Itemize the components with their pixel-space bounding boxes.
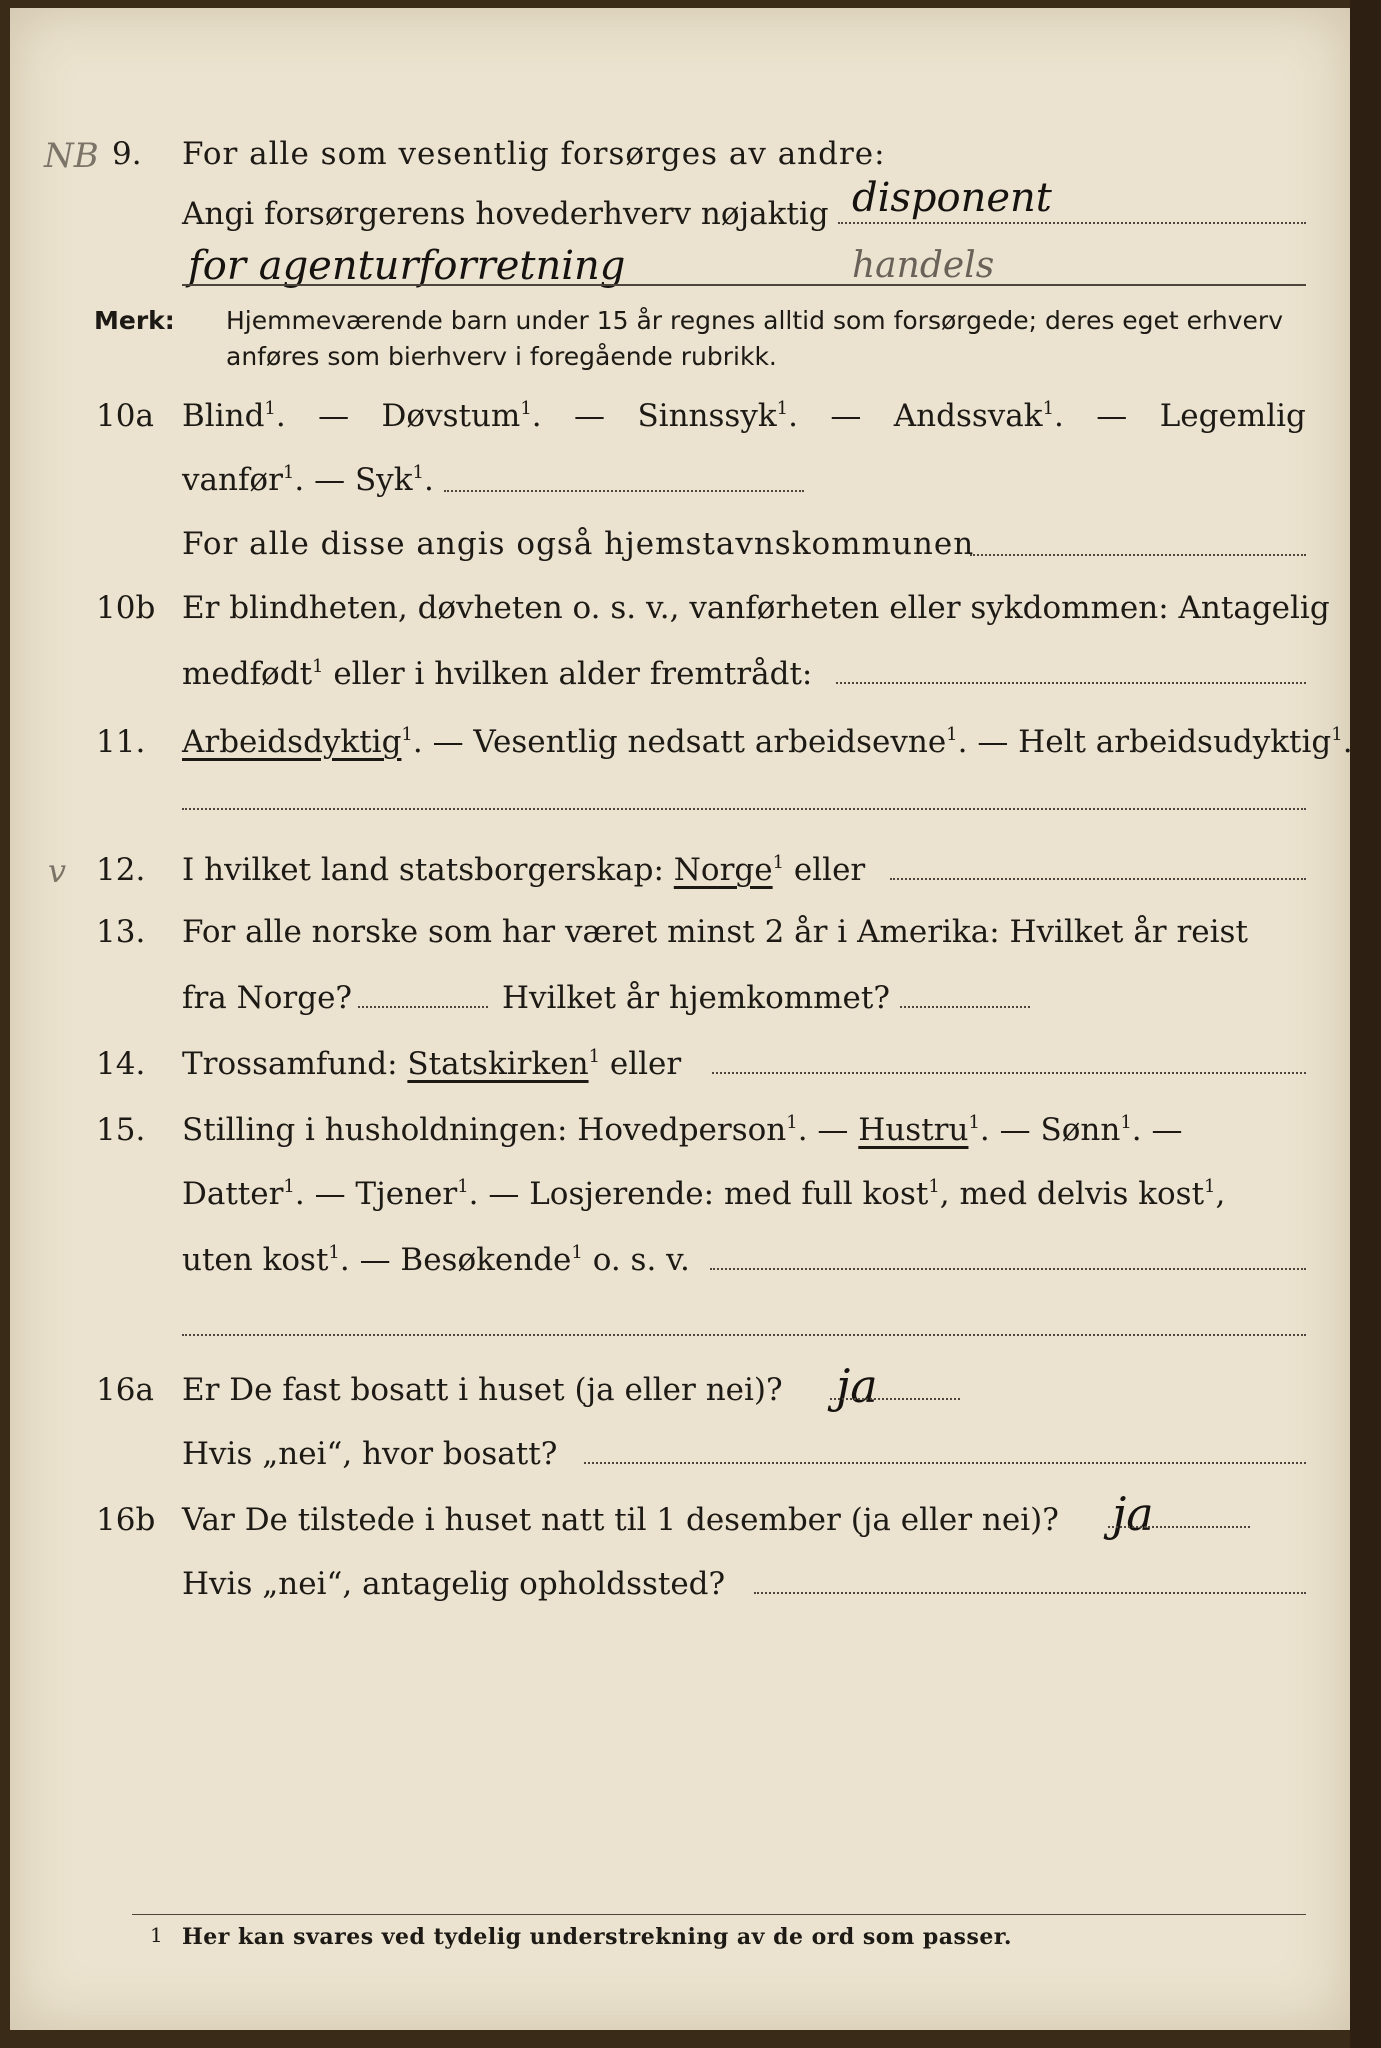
q16a-answer-line [830,1398,960,1400]
q10a-line2: vanfør$^1$. — Syk$^1$. [182,462,434,498]
q16b-answer-line [1108,1526,1250,1528]
margin-mark-v: v [48,852,67,890]
q15-line3: uten kost$^1$. — Besøkende$^1$ o. s. v. [182,1242,690,1278]
option-sinnssyk: Sinnssyk [637,398,777,434]
q12-answer-line [890,878,1306,880]
q10b-number: 10b [96,590,156,626]
option-vanfor: vanfør [182,462,283,498]
q13-line1: For alle norske som har været minst 2 år i Amerika: Hvilket år reist [182,914,1248,950]
q10a-line3: For alle disse angis også hjemstavnskommunen [182,526,975,562]
footnote-rule [132,1914,1306,1915]
q13-line2b: Hvilket år hjemkommet? [502,980,890,1016]
q12-line: I hvilket land statsborgerskap: Norge$^1$ eller [182,852,866,888]
merk-line2: anføres som bierhverv i foregående rubrikk. [226,342,777,371]
q11-number: 11. [96,724,146,760]
option-arbeidsdyktig-underlined: Arbeidsdyktig [182,724,402,760]
q14-line: Trossamfund: Statskirken$^1$ eller [182,1046,682,1082]
margin-mark-nb: NB [44,136,99,176]
q16b-opholdssted-line [754,1592,1306,1594]
q16a-handwritten-answer: ja [836,1359,878,1413]
option-hustru-underlined: Hustru [858,1112,969,1148]
q14-answer-line [712,1072,1306,1074]
q16b-line1: Var De tilstede i huset natt til 1 desember (ja eller nei)? [182,1502,1059,1538]
q11-line1: Arbeidsdyktig$^1$. — Vesentlig nedsatt arbeidsevne$^1$. — Helt arbeidsudyktig$^1$. [182,724,1353,760]
footnote-text: Her kan svares ved tydelig understrekning av de ord som passer. [182,1924,1013,1950]
q16b-line2: Hvis „nei“, antagelig opholdssted? [182,1566,726,1602]
q9-handwritten-employer: for agenturforretning [188,243,626,289]
option-syk: Syk [354,462,413,498]
q15-number: 15. [96,1112,146,1148]
q10a-kommune-line [970,554,1306,556]
q9-answer-line-2 [182,284,1306,286]
q16a-line2: Hvis „nei“, hvor bosatt? [182,1436,558,1472]
q15-answer-line-2 [182,1334,1306,1336]
q9-text: For alle som vesentlig forsørges av andre: [182,136,886,172]
footnote-number: 1 [150,1923,163,1947]
q10a-line1: Blind$^1$. — Døvstum$^1$. — Sinnssyk$^1$. — Andssvak$^1$. — Legemlig [182,398,1306,434]
q16a-bosatt-line [584,1462,1306,1464]
q10b-answer-line [836,682,1306,684]
census-form-page [10,8,1353,2030]
q10b-line2: medfødt$^1$ eller i hvilken alder fremtrådt: [182,656,813,692]
q11-answer-line [182,808,1306,810]
q13-number: 13. [96,914,146,950]
q16b-handwritten-answer: ja [1112,1487,1154,1541]
q16b-number: 16b [96,1502,156,1538]
option-andssvak: Andssvak [893,398,1043,434]
merk-line1: Hjemmeværende barn under 15 år regnes alltid som forsørgede; deres eget erhverv [226,306,1283,335]
q16a-line1: Er De fast bosatt i huset (ja eller nei)? [182,1372,783,1408]
q14-number: 14. [96,1046,146,1082]
q9-handwritten-trade: handels [852,245,995,286]
q13-line2a: fra Norge? [182,980,353,1016]
q10a-number: 10a [96,398,154,434]
q15-answer-line [710,1268,1306,1270]
option-statskirken-underlined: Statskirken [407,1046,589,1082]
option-norge-underlined: Norge [673,852,773,888]
q10b-line1: Er blindheten, døvheten o. s. v., vanførheten eller sykdommen: Antagelig [182,590,1330,626]
q10a-syk-line [444,490,804,492]
q15-line1: Stilling i husholdningen: Hovedperson$^1$. — Hustru$^1$. — Sønn$^1$. — [182,1112,1183,1148]
q12-number: 12. [96,852,146,888]
q9-number: 9. [112,136,142,172]
q13-hjemkommet-line [900,1006,1030,1008]
merk-label: Merk: [94,306,175,335]
option-dovstum: Døvstum [381,398,521,434]
scan-edge [1350,0,1381,2048]
option-legemlig: Legemlig [1159,398,1306,434]
option-blind: Blind [182,398,265,434]
q9-handwritten-occupation: disponent [852,175,1052,221]
q16a-number: 16a [96,1372,154,1408]
q15-line2: Datter$^1$. — Tjener$^1$. — Losjerende: med full kost$^1$, med delvis kost$^1$, [182,1176,1226,1212]
q9-line2: Angi forsørgerens hovederhverv nøjaktig [182,196,829,232]
q9-answer-line-1 [838,222,1306,224]
q13-reist-line [358,1006,488,1008]
